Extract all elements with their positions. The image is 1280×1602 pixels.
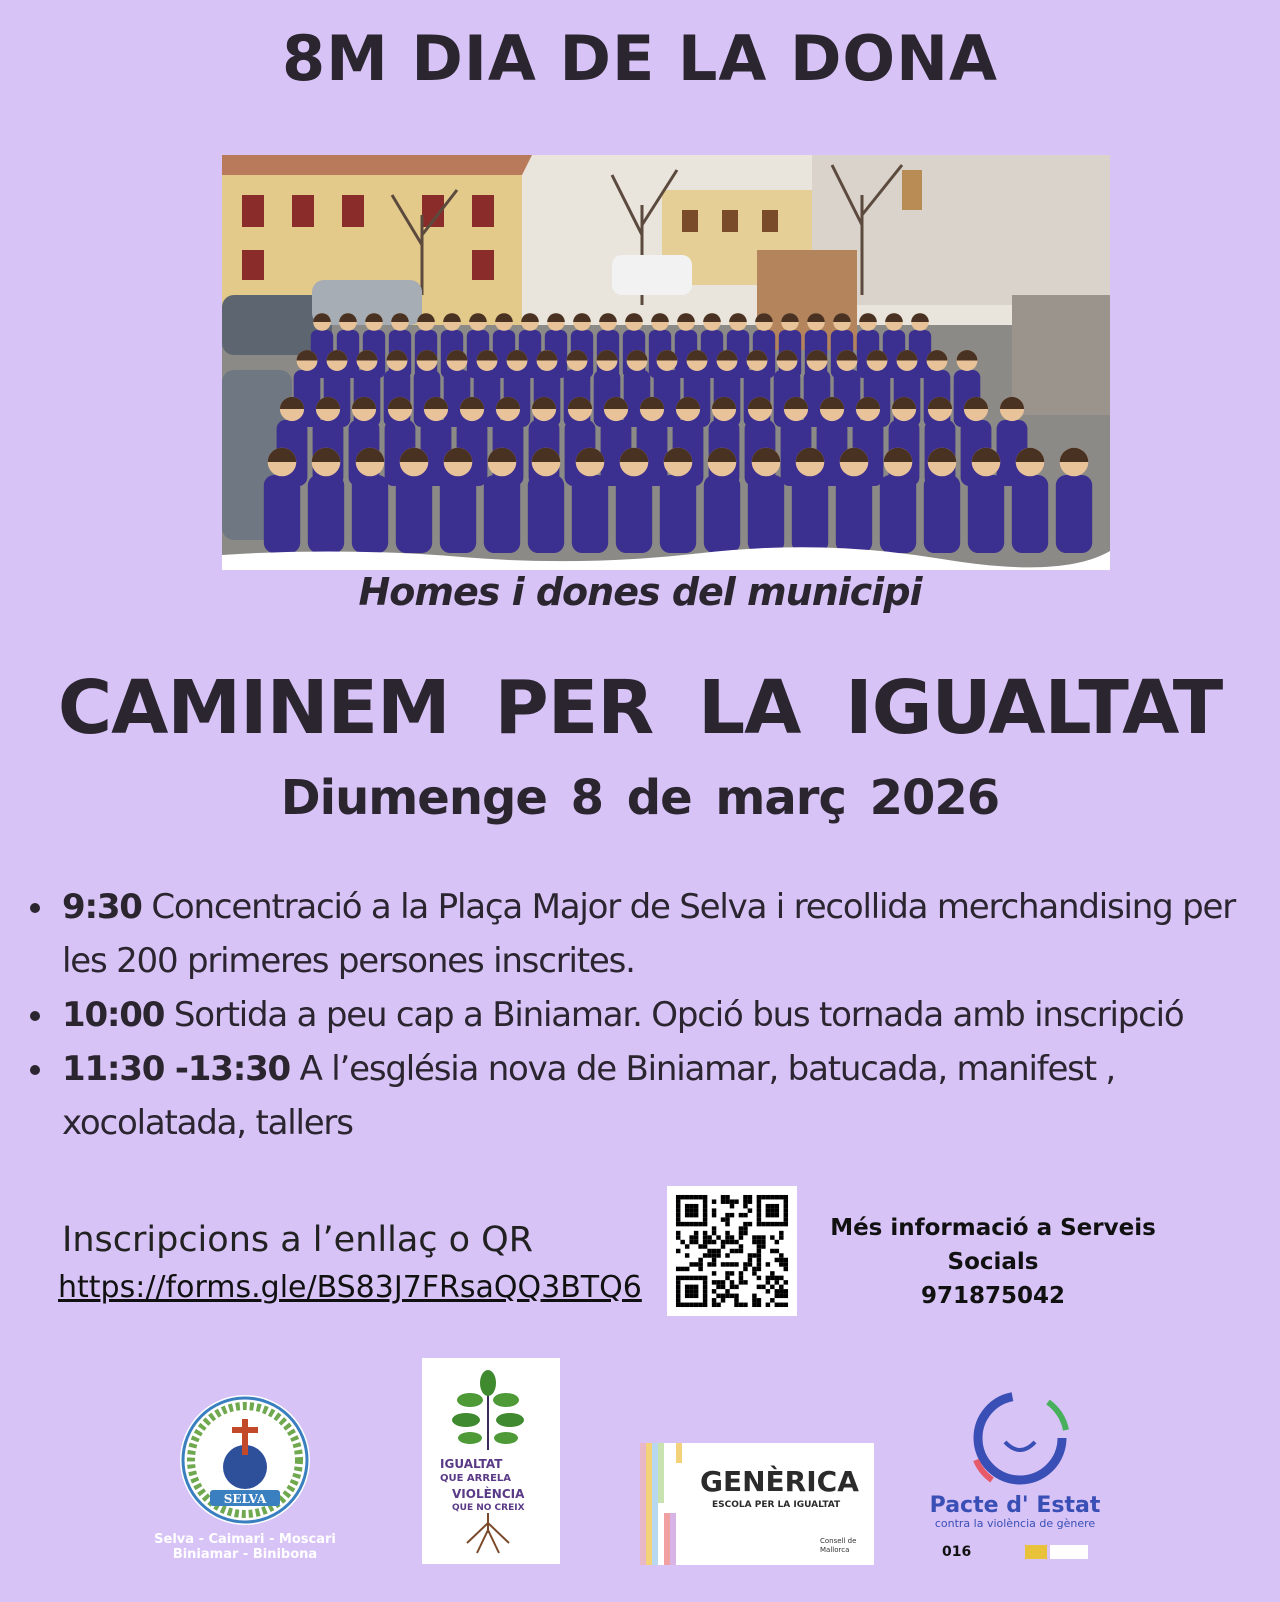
schedule-list: [28, 880, 1258, 1150]
photo-caption: Homes i dones del municipi: [358, 570, 922, 614]
qr-code[interactable]: [667, 1186, 797, 1316]
bullet-icon: [30, 903, 40, 913]
bullet-icon: [30, 1011, 40, 1021]
registration-link[interactable]: https://forms.gle/BS83J7FRsaQQ3BTQ6: [58, 1270, 642, 1305]
registration-text: Inscripcions a l’enllaç o QR: [62, 1220, 534, 1260]
igualtat-line: VIOLÈNCIA: [452, 1487, 525, 1501]
igualtat-logo: [422, 1358, 560, 1564]
igualtat-line: QUE ARRELA: [440, 1473, 512, 1484]
headline: CAMINEM PER LA IGUALTAT: [57, 665, 1223, 751]
pacte-name: Pacte d' Estat: [930, 1493, 1100, 1518]
info-block: [830, 1211, 1156, 1313]
schedule-time: 10:00: [62, 995, 165, 1035]
info-line: Socials: [947, 1249, 1039, 1275]
igualtat-line: IGUALTAT: [440, 1457, 503, 1471]
pacte-tagline: contra la violència de gènere: [934, 1517, 1096, 1530]
selva-logo: [180, 1395, 310, 1525]
selva-caption: [145, 1532, 345, 1562]
generica-name: GENÈRICA: [700, 1465, 859, 1498]
selva-caption-line: Biniamar - Binibona: [172, 1547, 318, 1562]
group-photo: [222, 155, 1110, 570]
igualtat-line: QUE NO CREIX: [452, 1503, 525, 1513]
schedule-item: [28, 1042, 1258, 1150]
schedule-item: [28, 988, 1258, 1042]
schedule-item: [28, 880, 1258, 988]
schedule-text: Sortida a peu cap a Biniamar. Opció bus tornada amb inscripció: [164, 995, 1184, 1035]
schedule-text: Concentració a la Plaça Major de Selva i recollida merchandising per les 200 primeres persones inscrites.: [62, 887, 1235, 981]
phone-number: 971875042: [920, 1283, 1066, 1309]
generica-tagline: ESCOLA PER LA IGUALTAT: [712, 1500, 841, 1510]
consell-text: Mallorca: [820, 1546, 850, 1554]
generica-logo: [640, 1443, 874, 1565]
info-line: Més informació a Serveis: [830, 1215, 1156, 1241]
consell-text: Consell de: [820, 1537, 857, 1545]
selva-caption-line: Selva - Caimari - Moscari: [154, 1532, 336, 1547]
selva-logo-text: SELVA: [223, 1492, 267, 1506]
pacte-number: 016: [942, 1544, 972, 1560]
bullet-icon: [30, 1065, 40, 1075]
schedule-text: A l’església nova de Biniamar, batucada, manifest , xocolatada, tallers: [62, 1049, 1116, 1143]
event-date: Diumenge 8 de març 2026: [280, 770, 1000, 826]
poster-title: 8M DIA DE LA DONA: [281, 22, 999, 95]
schedule-time: 9:30: [62, 887, 142, 927]
schedule-time: 11:30 -13:30: [62, 1049, 290, 1089]
pacte-estat-logo: [930, 1390, 1100, 1570]
